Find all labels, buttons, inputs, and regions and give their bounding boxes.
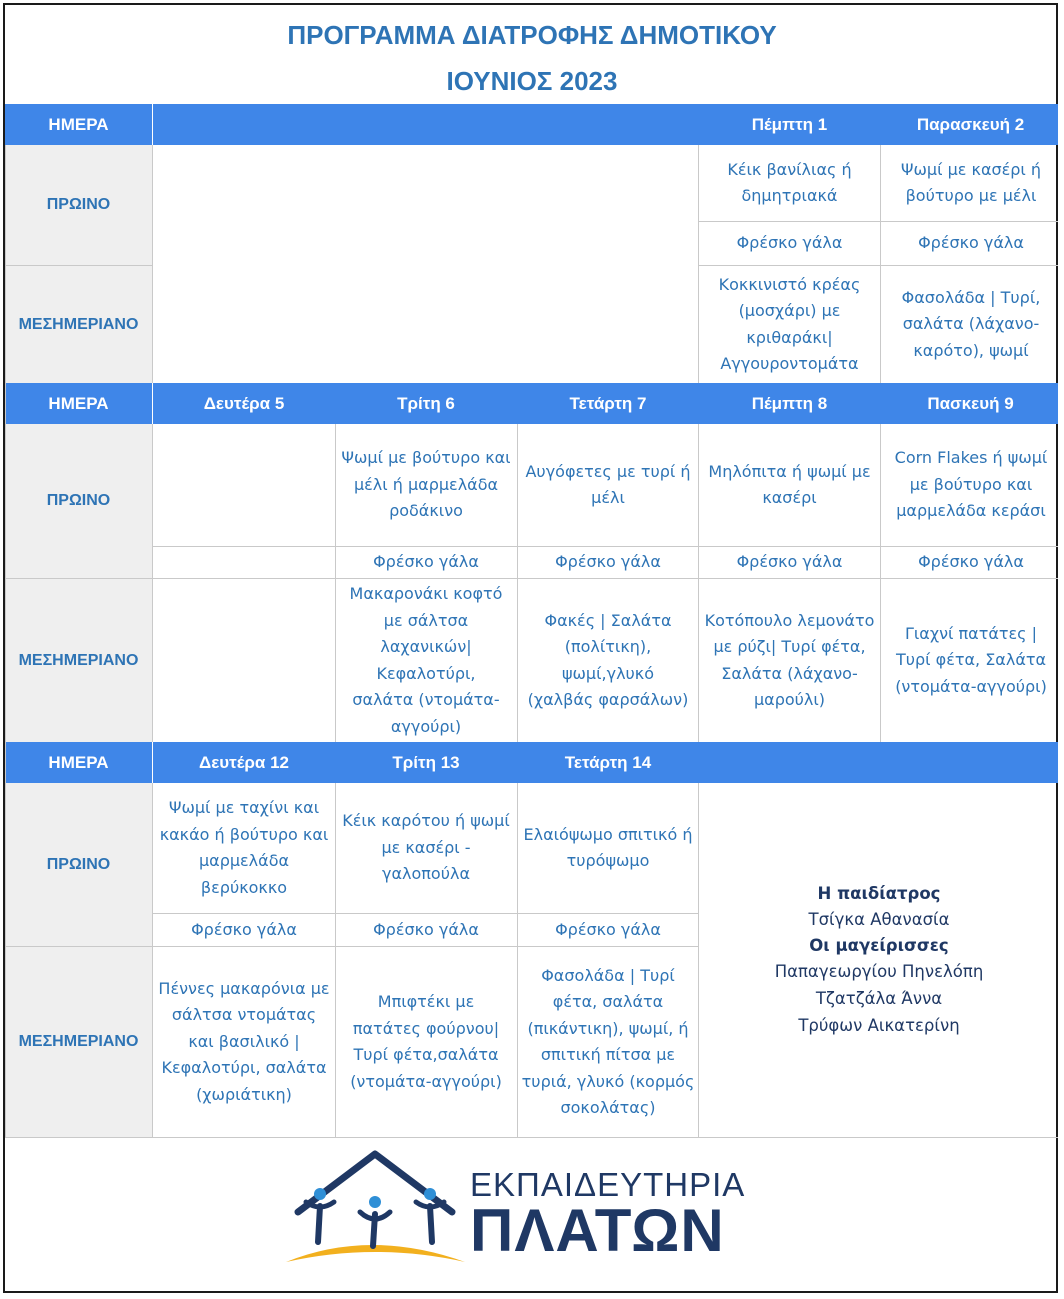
day-header: Δευτέρα 12 [198,752,290,772]
row-label-breakfast: ΠΡΩΙΝΟ [5,783,152,946]
day-header: Δευτέρα 5 [203,393,285,413]
lunch-cell: Φακές | Σαλάτα (πολίτικη), ψωμί,γλυκό (χαλβάς φαρσάλων) [527,610,689,709]
day-header-label: ΗΜΕΡΑ [48,393,109,413]
row-label-breakfast: ΠΡΩΙΝΟ [5,424,152,578]
row-label-lunch: ΜΕΣΗΜΕΡΙΑΝΟ [5,579,152,742]
logo-text-top: ΕΚΠΑΙΔΕΥΤΗΡΙΑ [470,1166,746,1203]
lunch-cell: Κοτόπουλο λεμονάτο με ρύζι| Τυρί φέτα, Σαλάτα (λάχανο-μαρούλι) [704,610,875,709]
day-header: Τετάρτη 7 [569,393,647,413]
breakfast-cell: Αυγόφετες με τυρί ή μέλι [525,461,691,507]
day-header-label: ΗΜΕΡΑ [48,752,109,772]
breakfast-cell: Ελαιόψωμο σπιτικό ή τυρόψωμο [523,824,693,870]
milk-cell: Φρέσκο γάλα [736,552,843,572]
day-header: Τρίτη 13 [392,752,460,772]
milk-cell: Φρέσκο γάλα [555,552,661,572]
lunch-cell: Μπιφτέκι με πατάτες φούρνου|Τυρί φέτα,σαλάτα (ντομάτα-αγγούρι) [350,992,502,1091]
day-header-label: ΗΜΕΡΑ [48,114,109,134]
day-header: Τρίτη 6 [397,393,455,413]
cook-name: Παπαγεωργίου Πηνελόπη [774,962,984,981]
page-title: ΠΡΟΓΡΑΜΜΑ ΔΙΑΤΡΟΦΗΣ ΔΗΜΟΤΙΚΟΥ [287,20,777,50]
breakfast-cell: Ψωμί με ταχίνι και κακάο ή βούτυρο και μαρμελάδα βερύκοκκο [159,798,329,897]
day-header: Πασκευή 9 [927,393,1014,413]
platon-logo-icon [280,1150,470,1272]
logo-text-main: ΠΛΑΤΩΝ [470,1197,725,1264]
milk-cell: Φρέσκο γάλα [918,233,1024,253]
lunch-cell: Γιαχνί πατάτες | Τυρί φέτα, Σαλάτα (ντομάτα-αγγούρι) [895,623,1047,696]
lunch-cell: Φασολάδα | Τυρί φέτα, σαλάτα (πικάντικη), ψωμί, ή σπιτική πίτσα με τυριά, γλυκό (κορμός σοκολάτας) [521,965,695,1117]
breakfast-cell: Μηλόπιτα ή ψωμί με κασέρι [708,461,871,507]
lunch-cell: Πέννες μακαρόνια με σάλτσα ντομάτας και βασιλικό |Κεφαλοτύρι, σαλάτα (χωριάτικη) [158,978,330,1104]
page-subtitle: ΙΟΥΝΙΟΣ 2023 [446,66,618,96]
day-header: Πέμπτη 8 [751,393,828,413]
breakfast-cell: Κέικ καρότου ή ψωμί με κασέρι - γαλοπούλα [342,811,510,884]
milk-cell: Φρέσκο γάλα [373,919,479,939]
row-label-breakfast: ΠΡΩΙΝΟ [5,145,152,265]
lunch-cell: Κοκκινιστό κρέας (μοσχάρι) με κριθαράκι| Αγγουροντομάτα [718,274,861,373]
cooks-title: Οι μαγείρισσες [809,936,949,955]
pediatrician-title: Η παιδίατρος [817,884,941,903]
milk-cell: Φρέσκο γάλα [191,919,297,939]
lunch-cell: Φασολάδα | Τυρί, σαλάτα (λάχανο-καρότο), ψωμί [901,287,1041,360]
lunch-cell: Μακαρονάκι κοφτό με σάλτσα λαχανικών| Κεφαλοτύρι, σαλάτα (ντομάτα-αγγούρι) [349,584,503,736]
cook-name: Τζατζάλα Άννα [815,989,943,1008]
day-header: Τετάρτη 14 [564,752,652,772]
breakfast-cell: Ψωμί με κασέρι ή βούτυρο με μέλι [900,159,1042,205]
cook-name: Τρύφων Αικατερίνη [798,1016,960,1035]
milk-cell: Φρέσκο γάλα [918,552,1024,572]
milk-cell: Φρέσκο γάλα [555,919,661,939]
row-label-lunch: ΜΕΣΗΜΕΡΙΑΝΟ [5,266,152,383]
row-label-lunch: ΜΕΣΗΜΕΡΙΑΝΟ [5,947,152,1137]
breakfast-cell: Ψωμί με βούτυρο και μέλι ή μαρμελάδα ροδάκινο [341,448,511,521]
breakfast-cell: Κέικ βανίλιας ή δημητριακά [727,159,852,205]
day-header: Παρασκευή 2 [916,114,1025,134]
milk-cell: Φρέσκο γάλα [736,233,843,253]
day-header: Πέμπτη 1 [751,114,828,134]
pediatrician-name: Τσίγκα Αθανασία [808,910,950,929]
breakfast-cell: Corn Flakes ή ψωμί με βούτυρο και μαρμελάδα κεράσι [894,448,1048,521]
milk-cell: Φρέσκο γάλα [373,552,479,572]
